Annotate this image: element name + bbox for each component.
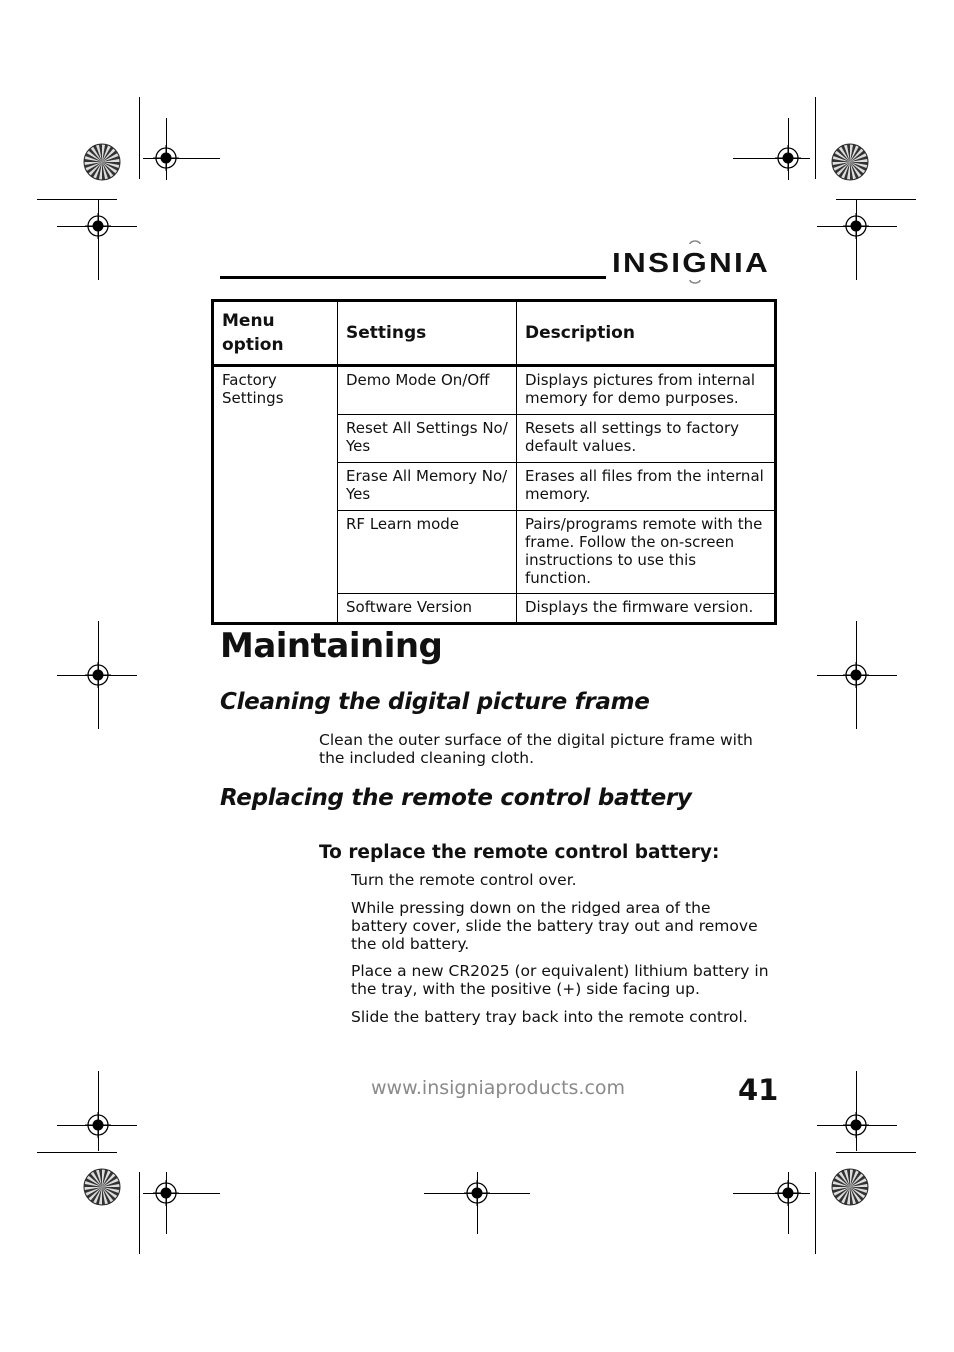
registration-target-icon xyxy=(85,213,111,239)
svg-text:INSIGNIA: INSIGNIA xyxy=(612,247,770,278)
registration-target-icon xyxy=(153,1180,179,1206)
header-rule xyxy=(220,276,606,279)
battery-step-4: Slide the battery tray back into the remote control. xyxy=(351,1008,748,1026)
description-cell: Displays the firmware version. xyxy=(517,594,776,624)
battery-step-1: Turn the remote control over. xyxy=(351,871,577,889)
setting-cell: Demo Mode On/Off xyxy=(338,366,517,415)
description-cell: Pairs/programs remote with the frame. Follow the on-screen instructions to use this function. xyxy=(517,511,776,594)
registration-target-icon xyxy=(843,1112,869,1138)
registration-target-icon xyxy=(464,1180,490,1206)
registration-target-icon xyxy=(153,145,179,171)
registration-target-icon xyxy=(843,662,869,688)
page-number: 41 xyxy=(738,1073,779,1107)
setting-cell: Erase All Memory No/ Yes xyxy=(338,463,517,511)
star-target-icon xyxy=(831,1168,869,1206)
insignia-logo xyxy=(612,240,780,284)
star-target-icon xyxy=(83,1168,121,1206)
section-title: Maintaining xyxy=(220,626,443,666)
battery-step-2: While pressing down on the ridged area of the battery cover, slide the battery tray out and remove the old battery. xyxy=(351,899,758,953)
column-header-settings: Settings xyxy=(338,301,517,366)
column-header-description: Description xyxy=(517,301,776,366)
cleaning-text: Clean the outer surface of the digital picture frame with the included cleaning cloth. xyxy=(319,731,753,767)
star-target-icon xyxy=(83,143,121,181)
setting-cell: RF Learn mode xyxy=(338,511,517,594)
cleaning-heading: Cleaning the digital picture frame xyxy=(220,689,650,715)
table-header-row xyxy=(213,301,776,366)
menu-option-cell: Factory Settings xyxy=(213,366,338,624)
registration-target-icon xyxy=(775,145,801,171)
registration-target-icon xyxy=(843,213,869,239)
procedure-title: To replace the remote control battery: xyxy=(319,842,720,863)
description-cell: Resets all settings to factory default values. xyxy=(517,415,776,463)
registration-target-icon xyxy=(775,1180,801,1206)
battery-heading: Replacing the remote control battery xyxy=(220,785,692,811)
star-target-icon xyxy=(831,143,869,181)
registration-target-icon xyxy=(85,1112,111,1138)
registration-target-icon xyxy=(85,662,111,688)
footer-url: www.insigniaproducts.com xyxy=(371,1077,626,1099)
description-cell: Erases all files from the internal memory. xyxy=(517,463,776,511)
settings-table xyxy=(211,299,777,625)
setting-cell: Reset All Settings No/ Yes xyxy=(338,415,517,463)
description-cell: Displays pictures from internal memory for demo purposes. xyxy=(517,366,776,415)
battery-step-3: Place a new CR2025 (or equivalent) lithium battery in the tray, with the positive (+) side facing up. xyxy=(351,962,769,998)
table-row xyxy=(213,366,776,415)
setting-cell: Software Version xyxy=(338,594,517,624)
column-header-menu-option: Menu option xyxy=(213,301,338,366)
